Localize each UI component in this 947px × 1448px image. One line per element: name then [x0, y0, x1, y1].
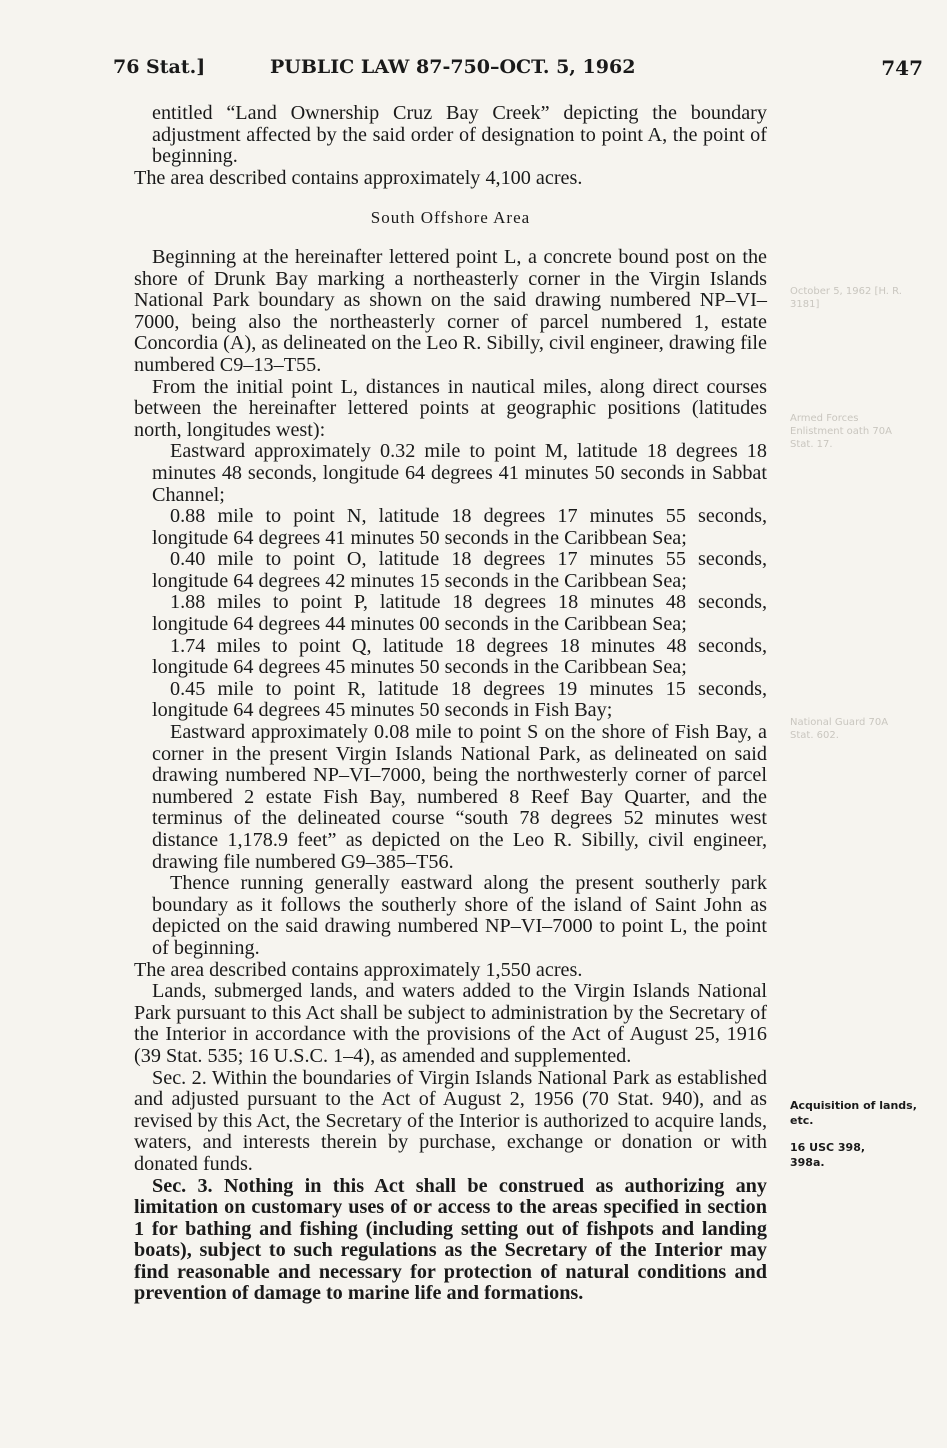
paragraph-continuation: entitled “Land Ownership Cruz Bay Creek” depicting the boundary adjustment affected by the said order of designation to point A, the point of beginning. [152, 102, 767, 168]
law-title: PUBLIC LAW 87-750–OCT. 5, 1962 [270, 56, 636, 78]
paragraph-beginning: Beginning at the hereinafter lettered point L, a concrete bound post on the shore of Drunk Bay marking a northeasterly corner in the Virgin Islands National Park boundary as shown on the said drawing numbered NP–VI–7000, being also the northeasterly corner of parcel numbered 1, estate Concordia (A), as delineated on the Leo R. Sibilly, civil engineer, drawing file numbered C9–13–T55. [134, 245, 767, 376]
page-header [113, 56, 923, 86]
margin-note-citation: 16 USC 398, 398a. [790, 1141, 866, 1169]
bleed-through-note: Armed Forces Enlistment oath 70A Stat. 17. [790, 413, 892, 450]
paragraph-administration: Lands, submerged lands, and waters added to the Virgin Islands National Park pursuant to this Act shall be subject to administration by the Secretary of the Interior in accordance with the provisions of the Act of August 25, 1916 (39 Stat. 535; 16 U.S.C. 1–4), as amended and supplemented. [134, 980, 767, 1067]
main-text [134, 103, 767, 1305]
margin-note-acquisition: Acquisition of lands, etc. [790, 1099, 917, 1127]
section-title: South Offshore Area [370, 208, 531, 228]
paragraph-sec-3: Sec. 3. Nothing in this Act shall be construed as authorizing any limitation on customary uses of or access to the areas specified in section 1 for bathing and fishing (including setting out of fishpots and landing boats), subject to such regulations as the Secretary of the Interior may find reasonable and necessary for protection of natural conditions and prevention of damage to marine life and formations. [134, 1174, 767, 1305]
course-n: 0.88 mile to point N, latitude 18 degrees 17 minutes 55 seconds, longitude 64 degrees 41 minutes 50 seconds in the Caribbean Sea; [152, 505, 767, 549]
page-number: 747 [881, 56, 923, 80]
bleed-through-note: October 5, 1962 [H. R. 3181] [790, 286, 902, 310]
course-m: Eastward approximately 0.32 mile to point M, latitude 18 degrees 18 minutes 48 seconds, longitude 64 degrees 41 minutes 50 seconds in Sabbat Channel; [152, 440, 767, 506]
paragraph-area-north: The area described contains approximately 4,100 acres. [134, 166, 583, 189]
course-thence: Thence running generally eastward along the present southerly park boundary as it follows the southerly shore of the island of Saint John as depicted on the said drawing numbered NP–VI–7000 to point L, the point of beginning. [152, 872, 767, 959]
bleed-through-note: National Guard 70A Stat. 602. [790, 717, 889, 741]
course-p: 1.88 miles to point P, latitude 18 degrees 18 minutes 48 seconds, longitude 64 degrees 44 minutes 00 seconds in the Caribbean Sea; [152, 591, 767, 636]
course-s: Eastward approximately 0.08 mile to point S on the shore of Fish Bay, a corner in the present Virgin Islands National Park, as delineated on said drawing numbered NP–VI–7000, being the northwesterly corner of parcel numbered 2 estate Fish Bay, numbered 8 Reef Bay Quarter, and the terminus of the delineated course “south 78 degrees 52 minutes west distance 1,178.9 feet” as depicted on the Leo R. Sibilly, civil engineer, drawing file numbered G9–385–T56. [152, 721, 767, 873]
course-o: 0.40 mile to point O, latitude 18 degrees 17 minutes 55 seconds, longitude 64 degrees 42 minutes 15 seconds in the Caribbean Sea; [152, 548, 767, 592]
course-q: 1.74 miles to point Q, latitude 18 degrees 18 minutes 48 seconds, longitude 64 degrees 45 minutes 50 seconds in the Caribbean Sea; [152, 634, 767, 679]
course-r: 0.45 mile to point R, latitude 18 degrees 19 minutes 15 seconds, longitude 64 degrees 45 minutes 50 seconds in Fish Bay; [152, 677, 767, 722]
paragraph-initial-point: From the initial point L, distances in nautical miles, along direct courses between the hereinafter lettered points at geographic positions (latitudes north, longitudes west): [134, 375, 767, 441]
paragraph-area-south: The area described contains approximately 1,550 acres. [134, 958, 583, 981]
statute-volume: 76 Stat.] [113, 56, 206, 78]
paragraph-sec-2: Sec. 2. Within the boundaries of Virgin Islands National Park as established and adjusted pursuant to the Act of August 2, 1956 (70 Stat. 940), and as revised by this Act, the Secretary of the Interior is authorized to acquire lands, waters, and interests therein by purchase, exchange or donation or with donated funds. [134, 1066, 767, 1175]
